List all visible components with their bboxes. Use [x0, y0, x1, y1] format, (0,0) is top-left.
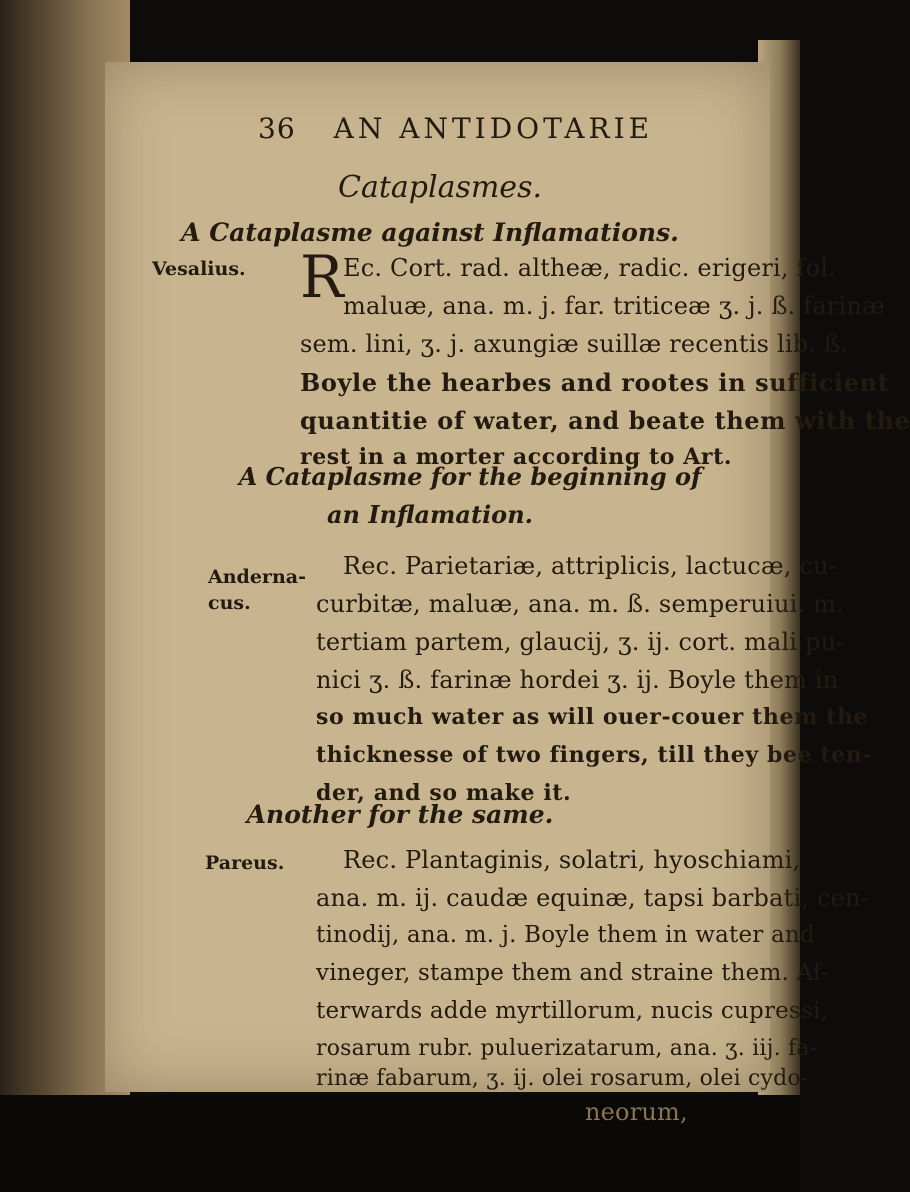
text-line: rest in a morter according to Art.	[300, 444, 733, 470]
text-line: rosarum rubr. puluerizatarum, ana. ʒ. iij. fa-	[316, 1036, 818, 1061]
text-line: Ec. Cort. rad. altheæ, radic. erigeri, fol.	[343, 254, 836, 282]
text-line: so much water as will ouer-couer them the	[316, 704, 869, 730]
recipe-heading: Another for the same.	[246, 800, 554, 829]
text-line: nici ʒ. ß. farinæ hordei ʒ. ij. Boyle them in	[316, 666, 839, 694]
text-line: Rec. Parietariæ, attriplicis, lactucæ, cu-	[343, 552, 837, 580]
catchword: neorum,	[585, 1098, 688, 1126]
running-title: AN ANTIDOTARIE	[333, 112, 654, 145]
text-line: maluæ, ana. m. j. far. triticeæ ʒ. j. ß. farinæ	[343, 292, 885, 320]
text-line: tertiam partem, glaucij, ʒ. ij. cort. mali pu-	[316, 628, 845, 656]
text-line: thicknesse of two fingers, till they bee ten-	[316, 742, 873, 768]
recipe-heading: an Inflamation.	[327, 500, 533, 529]
running-head	[258, 112, 758, 145]
drop-cap: R	[300, 243, 344, 311]
text-line: Boyle the hearbes and rootes in sufficient	[300, 368, 890, 397]
text-line: tinodij, ana. m. j. Boyle them in water and	[316, 922, 815, 948]
text-line: ana. m. ij. caudæ equinæ, tapsi barbati, cen-	[316, 884, 869, 912]
text-line: terwards adde myrtillorum, nucis cupressi,	[316, 998, 829, 1024]
text-line: sem. lini, ʒ. j. axungiæ suillæ recentis lib. ß.	[300, 330, 849, 358]
text-line: rinæ fabarum, ʒ. ij. olei rosarum, olei cydo-	[316, 1066, 809, 1091]
margin-note: Vesalius.	[152, 258, 246, 280]
text-line: Rec. Plantaginis, solatri, hyoschiami,	[343, 846, 801, 874]
text-line: quantitie of water, and beate them with the	[300, 406, 910, 435]
margin-note: cus.	[208, 592, 251, 614]
text-line: curbitæ, maluæ, ana. m. ß. semperuiui. m.	[316, 590, 844, 618]
text-line: der, and so make it.	[316, 780, 572, 806]
recipe-heading: A Cataplasme for the beginning of	[238, 462, 702, 491]
recipe-heading: A Cataplasme against Inflamations.	[181, 218, 679, 247]
section-title: Cataplasmes.	[338, 170, 542, 205]
text-line: vineger, stampe them and straine them. Af-	[316, 960, 829, 986]
margin-note: Pareus.	[205, 852, 285, 874]
page-number: 36	[258, 112, 296, 145]
margin-note: Anderna-	[208, 566, 306, 588]
